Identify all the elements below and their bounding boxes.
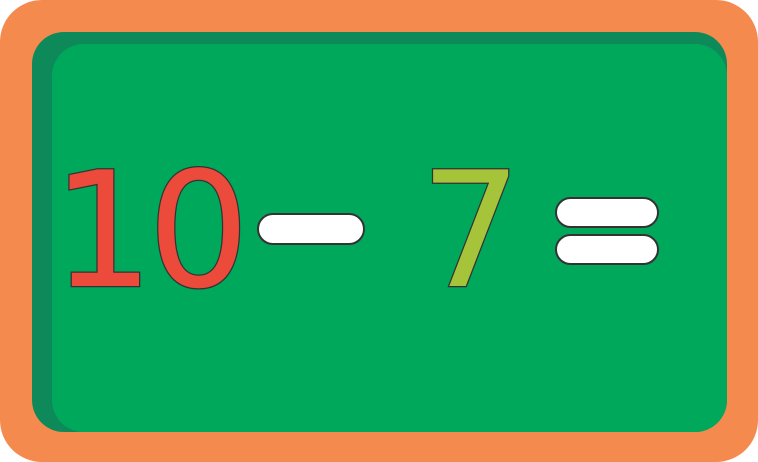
equals-bar-bottom	[556, 235, 658, 264]
left-operand: 10	[52, 137, 244, 324]
right-operand: 7	[420, 137, 516, 324]
minus-sign	[258, 214, 364, 244]
equals-bar-top	[556, 198, 658, 227]
